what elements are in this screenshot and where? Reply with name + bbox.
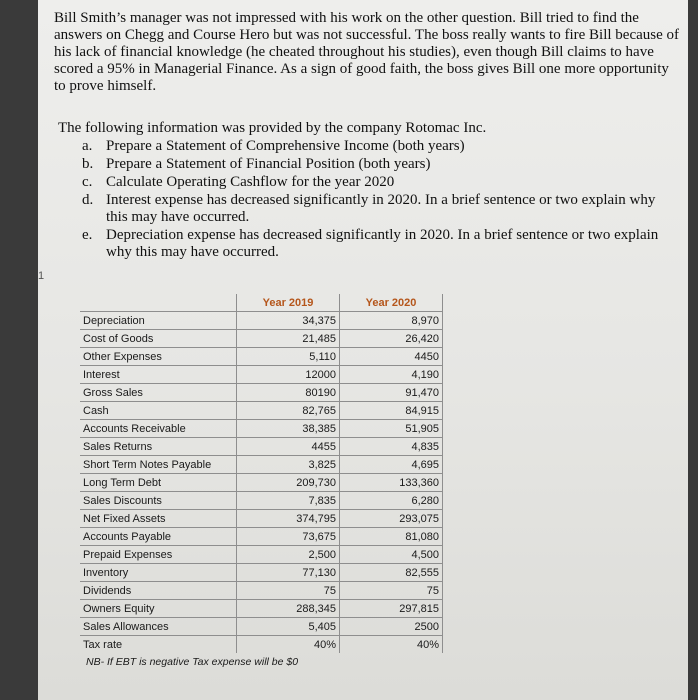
row-label: Interest <box>80 366 237 384</box>
table-row <box>80 528 443 546</box>
table-row <box>80 510 443 528</box>
value-2019: 288,345 <box>237 600 340 618</box>
row-label: Accounts Payable <box>80 528 237 546</box>
row-label: Cost of Goods <box>80 330 237 348</box>
value-2020: 81,080 <box>340 528 443 546</box>
task-text: Prepare a Statement of Comprehensive Income (both years) <box>106 138 465 154</box>
task-text: Depreciation expense has decreased significantly in 2020. In a brief sentence or two explain why this may have occurred. <box>106 227 659 260</box>
table-row <box>80 564 443 582</box>
value-2019: 4455 <box>237 438 340 456</box>
row-number-marker: 1 <box>38 270 45 282</box>
value-2019: 40% <box>237 636 340 654</box>
table-row <box>80 312 443 330</box>
value-2020: 6,280 <box>340 492 443 510</box>
value-2020: 82,555 <box>340 564 443 582</box>
row-label: Dividends <box>80 582 237 600</box>
table-row <box>80 492 443 510</box>
value-2020: 293,075 <box>340 510 443 528</box>
value-2020: 2500 <box>340 618 443 636</box>
value-2020: 4450 <box>340 348 443 366</box>
row-label: Sales Returns <box>80 438 237 456</box>
task-list <box>82 138 662 262</box>
value-2019: 34,375 <box>237 312 340 330</box>
table-row <box>80 438 443 456</box>
row-label: Tax rate <box>80 636 237 654</box>
table-row <box>80 402 443 420</box>
row-label: Long Term Debt <box>80 474 237 492</box>
value-2019: 209,730 <box>237 474 340 492</box>
provided-statement: The following information was provided by the company Rotomac Inc. <box>58 120 487 136</box>
row-label: Short Term Notes Payable <box>80 456 237 474</box>
row-label: Sales Discounts <box>80 492 237 510</box>
task-marker: b. <box>82 156 94 172</box>
value-2020: 40% <box>340 636 443 654</box>
value-2020: 8,970 <box>340 312 443 330</box>
table-body <box>80 312 443 654</box>
task-item <box>82 156 662 173</box>
row-label: Gross Sales <box>80 384 237 402</box>
column-header-2020: Year 2020 <box>340 294 443 312</box>
table-row <box>80 456 443 474</box>
value-2019: 12000 <box>237 366 340 384</box>
value-2020: 4,835 <box>340 438 443 456</box>
value-2020: 4,500 <box>340 546 443 564</box>
task-marker: e. <box>82 227 93 243</box>
value-2020: 297,815 <box>340 600 443 618</box>
row-label: Owners Equity <box>80 600 237 618</box>
value-2020: 26,420 <box>340 330 443 348</box>
task-text: Prepare a Statement of Financial Position (both years) <box>106 156 431 172</box>
value-2019: 21,485 <box>237 330 340 348</box>
task-item <box>82 192 662 226</box>
table-row <box>80 474 443 492</box>
value-2019: 73,675 <box>237 528 340 546</box>
table-row <box>80 384 443 402</box>
value-2020: 133,360 <box>340 474 443 492</box>
task-item <box>82 138 662 155</box>
value-2020: 75 <box>340 582 443 600</box>
column-header-2019: Year 2019 <box>237 294 340 312</box>
table-row <box>80 636 443 654</box>
row-label: Other Expenses <box>80 348 237 366</box>
value-2019: 5,110 <box>237 348 340 366</box>
value-2019: 38,385 <box>237 420 340 438</box>
table-row <box>80 582 443 600</box>
table-row <box>80 546 443 564</box>
row-label: Net Fixed Assets <box>80 510 237 528</box>
value-2019: 3,825 <box>237 456 340 474</box>
row-label: Accounts Receivable <box>80 420 237 438</box>
table-row <box>80 348 443 366</box>
value-2019: 80190 <box>237 384 340 402</box>
row-label: Cash <box>80 402 237 420</box>
tax-note: NB- If EBT is negative Tax expense will be $0 <box>86 656 299 668</box>
task-marker: d. <box>82 192 94 208</box>
table-row <box>80 618 443 636</box>
value-2019: 75 <box>237 582 340 600</box>
table-row <box>80 366 443 384</box>
header-blank-cell <box>80 294 237 312</box>
value-2020: 4,190 <box>340 366 443 384</box>
row-label: Prepaid Expenses <box>80 546 237 564</box>
value-2019: 5,405 <box>237 618 340 636</box>
value-2020: 84,915 <box>340 402 443 420</box>
value-2020: 51,905 <box>340 420 443 438</box>
value-2019: 77,130 <box>237 564 340 582</box>
row-label: Sales Allowances <box>80 618 237 636</box>
row-label: Inventory <box>80 564 237 582</box>
table-row <box>80 330 443 348</box>
task-marker: c. <box>82 174 93 190</box>
task-marker: a. <box>82 138 93 154</box>
table-row <box>80 600 443 618</box>
financial-data-table <box>80 294 443 653</box>
value-2019: 374,795 <box>237 510 340 528</box>
value-2020: 4,695 <box>340 456 443 474</box>
task-item <box>82 227 662 261</box>
value-2020: 91,470 <box>340 384 443 402</box>
value-2019: 82,765 <box>237 402 340 420</box>
document-page <box>38 0 688 700</box>
table-header-row <box>80 294 443 312</box>
task-item <box>82 174 662 191</box>
task-text: Interest expense has decreased significantly in 2020. In a brief sentence or two explain why this may have occurred. <box>106 192 656 225</box>
table-row <box>80 420 443 438</box>
row-label: Depreciation <box>80 312 237 330</box>
value-2019: 2,500 <box>237 546 340 564</box>
intro-paragraph: Bill Smith’s manager was not impressed with his work on the other question. Bill tried to find the answers on Chegg and Course Hero but was not successful. The boss really wants to fire Bill because of his lack of financial knowledge (he cheated throughout his studies), even though Bill claims to have scored a 95% in Managerial Finance. As a sign of good faith, the boss gives Bill one more opportunity to prove himself. <box>54 10 679 94</box>
value-2019: 7,835 <box>237 492 340 510</box>
task-text: Calculate Operating Cashflow for the year 2020 <box>106 174 395 190</box>
